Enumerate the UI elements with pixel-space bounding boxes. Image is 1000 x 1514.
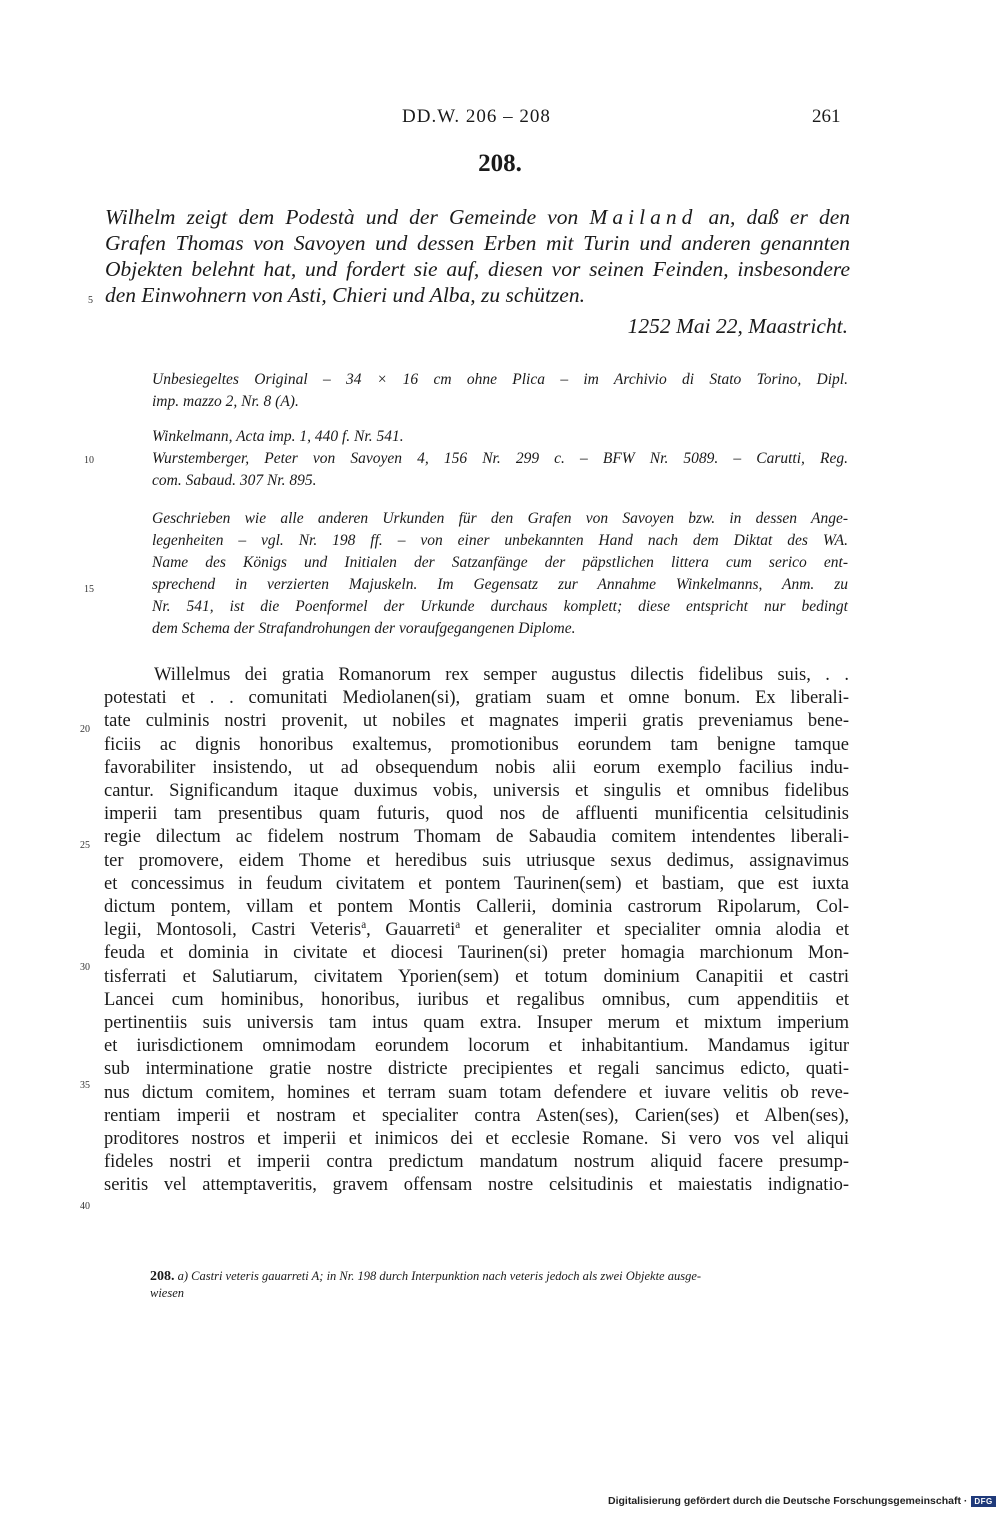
page-number: 261: [812, 106, 841, 127]
margin-line-number: 15: [84, 584, 94, 595]
text-line: sub interminatione gratie nostre districte precipientes et regali sancimus edicto, quati-: [104, 1059, 849, 1080]
commentary-note: [152, 508, 848, 640]
regest-line: [105, 204, 850, 230]
regest-line: Grafen Thomas von Savoyen und dessen Erben mit Turin und anderen genannten: [105, 231, 850, 255]
literature-note: [152, 426, 848, 492]
margin-line-number: 40: [80, 1201, 90, 1212]
text-line: seritis vel attemptaveritis, gravem offensam nostre celsitudinis et maiestatis indignatio-: [104, 1175, 849, 1196]
text-line: imperii tam presentibus quam futuris, quod nos de affluenti munificentia celsitudinis: [104, 804, 849, 825]
text-line: cantur. Significandum itaque duximus vobis, universis et singulis et omnibus fidelibus: [104, 781, 849, 802]
note-line: Unbesiegeltes Original – 34 × 16 cm ohne Plica – im Archivio di Stato Torino, Dipl.: [152, 371, 848, 388]
text-line: Lancei cum hominibus, honoribus, iuribus et regalibus omnibus, cum appenditiis et: [104, 989, 849, 1010]
margin-line-number: 10: [84, 455, 94, 466]
text-line: et iurisdictionem omnimodam eorundem locorum et inhabitantium. Mandamus igitur: [104, 1036, 849, 1057]
text-line: [104, 919, 849, 942]
date-place: 1252 Mai 22, Maastricht.: [627, 314, 848, 338]
charter-text: [104, 664, 849, 1198]
text-line: feuda et dominia in civitate et diocesi Taurinen(si) preter homagia marchionum Mon-: [104, 943, 849, 964]
regest: [105, 204, 850, 308]
note-line: Nr. 541, ist die Poenformel der Urkunde durchaus komplett; diese entspricht nur bedingt: [152, 598, 848, 615]
note-line: Name des Königs und Initialen der Satzanfänge der päpstlichen littera cum serico ent-: [152, 554, 848, 571]
margin-line-number: 30: [80, 962, 90, 973]
text-line: Willelmus dei gratia Romanorum rex semper augustus dilectis fidelibus suis, . .: [154, 665, 849, 685]
text-line: regie dilectum ac fidelem nostrum Thomam de Sabaudia comitem intendentes liberali-: [104, 827, 849, 848]
text-segment: legii, Montosoli, Castri Veteris: [104, 920, 362, 941]
text-line: et concessimus in feudum civitatem et pontem Taurinen(sem) et bastiam, que est iuxta: [104, 873, 849, 894]
text-line: tate culminis nostri provenit, ut nobiles et magnates imperii gratis preveniamus bene-: [104, 711, 849, 732]
text-line: potestati et . . comunitati Mediolanen(si), gratiam suam et omne bonum. Ex liberali-: [104, 688, 849, 709]
note-line: dem Schema der Strafandrohungen der voraufgegangenen Diplome.: [152, 620, 576, 637]
text-line: ficiis ac dignis honoribus exaltemus, promotionibus eorundem tam benigne tamque: [104, 734, 849, 755]
text-line: dictum pontem, villam et pontem Montis Callerii, dominia castrorum Ripolarum, Col-: [104, 897, 849, 918]
note-line: imp. mazzo 2, Nr. 8 (A).: [152, 393, 299, 410]
footnote-text: a) Castri veteris gauarreti A; in Nr. 198 durch Interpunktion nach veteris jedoch als zwei Objekte ausge-: [177, 1269, 702, 1283]
regest-text: an, daß er den: [697, 205, 851, 229]
place-name-spaced: Mailand: [589, 205, 698, 229]
text-segment: , Gauarreti: [366, 920, 456, 941]
footnote-mark: a: [455, 919, 461, 932]
dfg-logo: DFG: [971, 1496, 995, 1507]
text-line: rentiam imperii et nostram et specialiter contra Asten(ses), Carien(ses) et Alben(ses),: [104, 1105, 849, 1126]
tradition-note: [152, 369, 848, 413]
note-line: Winkelmann, Acta imp. 1, 440 f. Nr. 541.: [152, 428, 404, 445]
note-line: com. Sabaud. 307 Nr. 895.: [152, 472, 317, 489]
text-line: nus dictum comitem, homines et terram suam totam defendere et iuvare velitis ob reve-: [104, 1082, 849, 1103]
regest-line: Objekten belehnt hat, und fordert sie auf, diesen vor seinen Feinden, insbesondere: [105, 257, 850, 281]
note-line: Wurstemberger, Peter von Savoyen 4, 156 Nr. 299 c. – BFW Nr. 5089. – Carutti, Reg.: [152, 450, 848, 467]
note-line: sprechend in verzierten Majuskeln. Im Gegensatz zur Annahme Winkelmanns, Anm. zu: [152, 576, 848, 593]
regest-text: Wilhelm zeigt dem Podestà und der Gemeinde von: [105, 205, 590, 229]
regest-line: den Einwohnern von Asti, Chieri und Alba, zu schützen.: [105, 283, 585, 307]
margin-line-number: 20: [80, 724, 90, 735]
text-line: favorabiliter insistendo, ut ad obsequendum nobis alii eorum exemplo facilius indu-: [104, 757, 849, 778]
footnote: [150, 1268, 850, 1302]
footnote-line: wiesen: [150, 1286, 185, 1300]
document-number: 208.: [478, 150, 522, 177]
text-line: ter promovere, eidem Thome et heredibus suis utriusque sexus dedimus, assignavimus: [104, 850, 849, 871]
text-line: tisferrati et Salutiarum, civitatem Yporien(sem) et totum dominium Canapitii et castri: [104, 966, 849, 987]
credit-text: Digitalisierung gefördert durch die Deutsche Forschungsgemeinschaft ·: [608, 1495, 968, 1507]
running-head: DD.W. 206 – 208: [402, 106, 551, 127]
margin-line-number: 5: [88, 295, 93, 306]
footnote-mark: a: [361, 919, 367, 932]
note-line: Geschrieben wie alle anderen Urkunden für den Grafen von Savoyen bzw. in dessen Ange-: [152, 510, 848, 527]
text-line: fideles nostri et imperii contra predictum mandatum nostrum aliquid facere presump-: [104, 1152, 849, 1173]
footnote-number: 208.: [150, 1269, 175, 1284]
text-line: proditores nostros et imperii et inimicos dei et ecclesie Romane. Si vero vos vel aliqui: [104, 1129, 849, 1150]
margin-line-number: 35: [80, 1080, 90, 1091]
margin-line-number: 25: [80, 840, 90, 851]
text-segment: et generaliter et specialiter omnia alodia et: [460, 920, 849, 941]
digitization-credit: [608, 1495, 996, 1507]
footnote-line: [150, 1268, 850, 1285]
text-line: pertinentiis suis universis tam intus quam extra. Insuper merum et mixtum imperium: [104, 1013, 849, 1034]
note-line: legenheiten – vgl. Nr. 198 ff. – von einer unbekannten Hand nach dem Diktat des WA.: [152, 532, 848, 549]
